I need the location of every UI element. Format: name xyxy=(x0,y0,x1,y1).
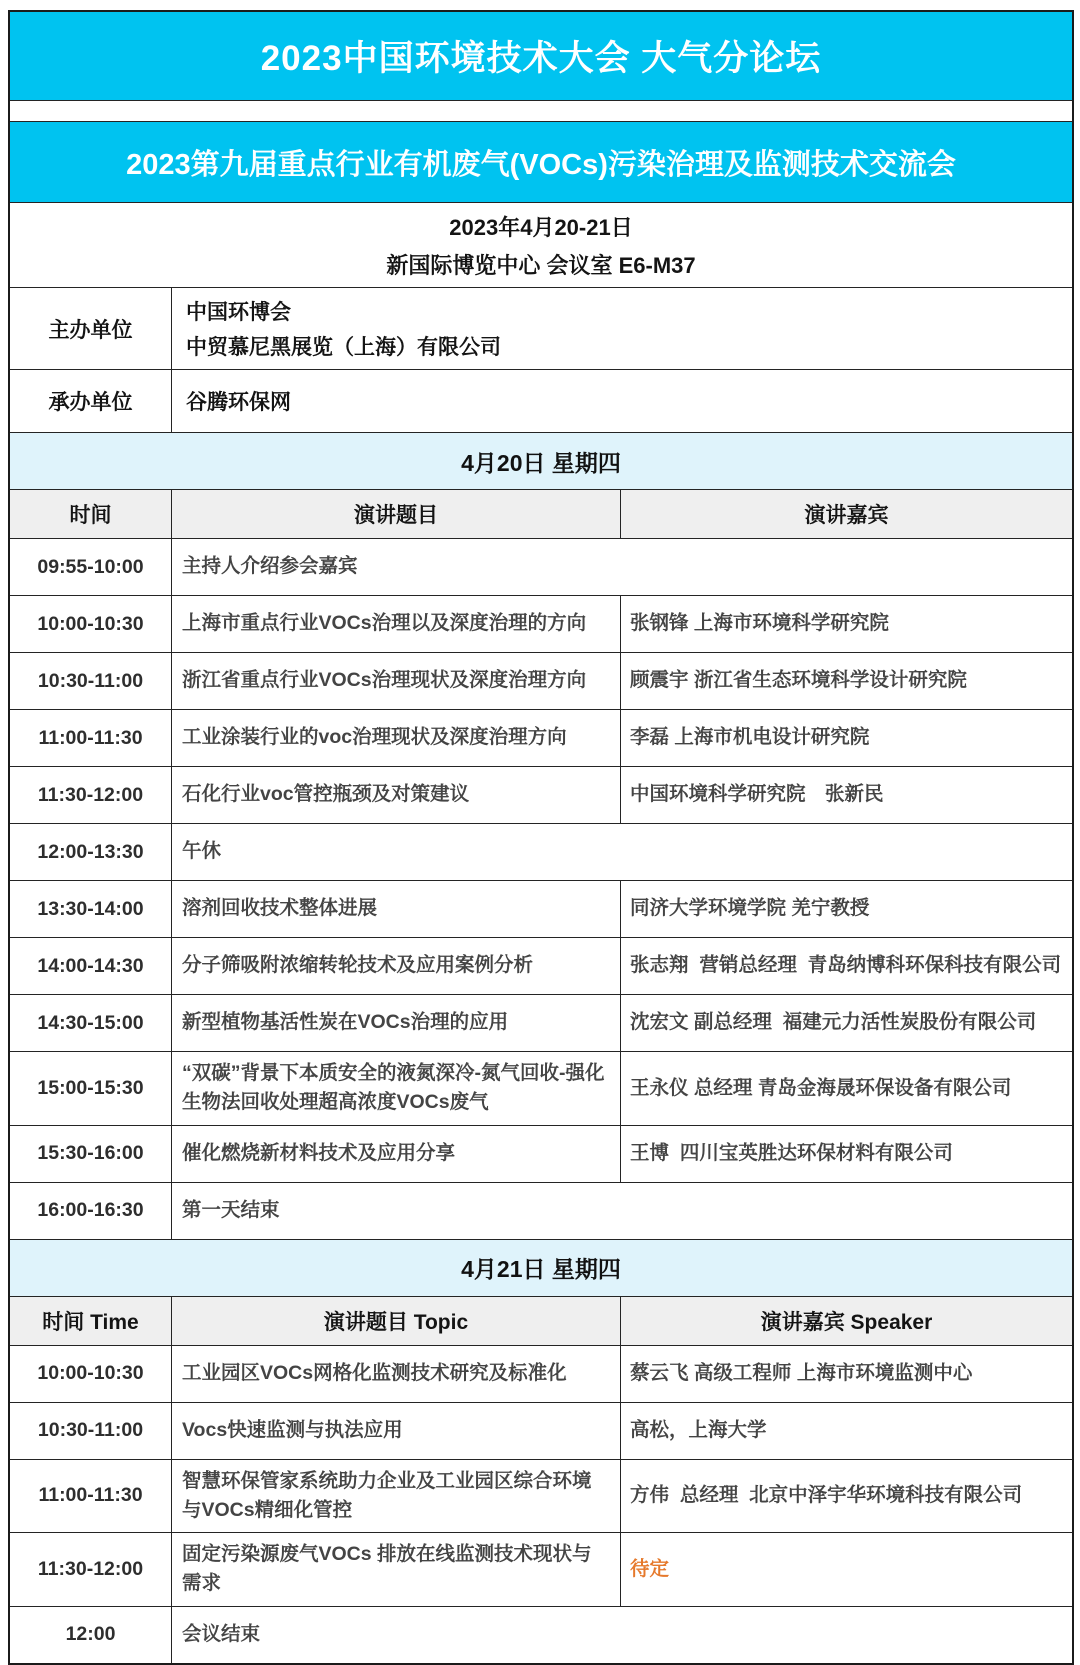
topic-cell: “双碳”背景下本质安全的液氮深冷-氮气回收-强化生物法回收处理超高浓度VOCs废气 xyxy=(172,1052,621,1125)
time-cell: 11:00-11:30 xyxy=(10,1460,172,1533)
organizer-value xyxy=(172,288,1072,369)
banner-spacer xyxy=(10,101,1072,122)
schedule-row xyxy=(10,767,1072,824)
day1-header-speaker: 演讲嘉宾 xyxy=(804,504,889,527)
organizer-line: 中国环博会 xyxy=(186,301,291,324)
schedule-row xyxy=(10,881,1072,938)
date-venue-block xyxy=(10,203,1072,288)
day1-header-time: 时间 xyxy=(10,490,172,538)
speaker-cell: 方伟 总经理 北京中泽宇华环境科技有限公司 xyxy=(630,1484,1023,1507)
topic-cell: 第一天结束 xyxy=(182,1198,280,1221)
day1-header-row xyxy=(10,490,1072,539)
topic-cell: 新型植物基活性炭在VOCs治理的应用 xyxy=(172,995,621,1051)
organizer-line: 中贸慕尼黑展览（上海）有限公司 xyxy=(186,336,501,359)
schedule-row xyxy=(10,1607,1072,1663)
speaker-cell: 王博 四川宝英胜达环保材料有限公司 xyxy=(630,1141,953,1164)
speaker-cell: 高松，上海大学 xyxy=(630,1418,767,1441)
time-cell: 11:30-12:00 xyxy=(10,1533,172,1606)
schedule-row xyxy=(10,824,1072,881)
day1-banner xyxy=(10,433,1072,490)
schedule-row xyxy=(10,1533,1072,1607)
time-cell: 15:00-15:30 xyxy=(10,1052,172,1125)
day1-header-topic: 演讲题目 xyxy=(172,490,621,538)
schedule-row xyxy=(10,1403,1072,1460)
speaker-cell: 蔡云飞 高级工程师 上海市环境监测中心 xyxy=(630,1361,973,1384)
topic-cell: 主持人介绍参会嘉宾 xyxy=(182,555,358,578)
topic-cell: 溶剂回收技术整体进展 xyxy=(172,881,621,937)
schedule-row xyxy=(10,1183,1072,1240)
schedule-row xyxy=(10,1052,1072,1126)
day2-banner-label: 4月21日 星期四 xyxy=(461,1256,621,1282)
organizer-label: 主办单位 xyxy=(10,288,172,369)
day2-header-row xyxy=(10,1297,1072,1346)
time-cell: 13:30-14:00 xyxy=(10,881,172,937)
topic-cell: 工业涂装行业的voc治理现状及深度治理方向 xyxy=(172,710,621,766)
schedule-row xyxy=(10,1346,1072,1403)
speaker-cell: 张钢锋 上海市环境科学研究院 xyxy=(630,612,889,635)
time-cell: 14:30-15:00 xyxy=(10,995,172,1051)
time-cell: 10:00-10:30 xyxy=(10,596,172,652)
schedule-row xyxy=(10,995,1072,1052)
speaker-cell: 同济大学环境学院 羌宁教授 xyxy=(630,897,870,920)
co-organizer-value xyxy=(172,370,1072,432)
topic-cell: 浙江省重点行业VOCs治理现状及深度治理方向 xyxy=(172,653,621,709)
sub-title-banner xyxy=(10,122,1072,203)
topic-cell: 催化燃烧新材料技术及应用分享 xyxy=(172,1126,621,1182)
schedule-row xyxy=(10,1126,1072,1183)
speaker-cell: 中国环境科学研究院 张新民 xyxy=(630,783,884,806)
time-cell: 10:00-10:30 xyxy=(10,1346,172,1402)
day2-banner xyxy=(10,1240,1072,1297)
day2-header-topic: 演讲题目 Topic xyxy=(172,1297,621,1345)
speaker-cell-pending: 待定 xyxy=(630,1557,670,1580)
time-cell: 15:30-16:00 xyxy=(10,1126,172,1182)
day2-header-time: 时间 Time xyxy=(10,1297,172,1345)
topic-cell: 分子筛吸附浓缩转轮技术及应用案例分析 xyxy=(172,938,621,994)
co-organizer-line: 谷腾环保网 xyxy=(186,391,291,414)
organizer-row xyxy=(10,288,1072,370)
topic-cell: 智慧环保管家系统助力企业及工业园区综合环境与VOCs精细化管控 xyxy=(172,1460,621,1533)
topic-cell: 工业园区VOCs网格化监测技术研究及标准化 xyxy=(172,1346,621,1402)
day2-header-speaker: 演讲嘉宾 Speaker xyxy=(760,1310,933,1334)
event-dates: 2023年4月20-21日 xyxy=(449,214,633,240)
time-cell: 16:00-16:30 xyxy=(10,1183,172,1239)
schedule-row xyxy=(10,653,1072,710)
co-organizer-row xyxy=(10,370,1072,433)
main-title-banner xyxy=(10,12,1072,101)
time-cell: 09:55-10:00 xyxy=(10,539,172,595)
topic-cell: 上海市重点行业VOCs治理以及深度治理的方向 xyxy=(172,596,621,652)
time-cell: 11:00-11:30 xyxy=(10,710,172,766)
topic-cell: Vocs快速监测与执法应用 xyxy=(172,1403,621,1459)
topic-cell: 固定污染源废气VOCs 排放在线监测技术现状与需求 xyxy=(172,1533,621,1606)
sub-title: 2023第九届重点行业有机废气(VOCs)污染治理及监测技术交流会 xyxy=(126,148,956,181)
speaker-cell: 王永仪 总经理 青岛金海晟环保设备有限公司 xyxy=(630,1076,1012,1099)
time-cell: 12:00 xyxy=(10,1607,172,1663)
schedule-row xyxy=(10,710,1072,767)
schedule-row xyxy=(10,1460,1072,1534)
time-cell: 10:30-11:00 xyxy=(10,1403,172,1459)
event-venue: 新国际博览中心 会议室 E6-M37 xyxy=(386,252,696,278)
schedule-row xyxy=(10,938,1072,995)
topic-cell: 石化行业voc管控瓶颈及对策建议 xyxy=(172,767,621,823)
time-cell: 10:30-11:00 xyxy=(10,653,172,709)
co-organizer-label: 承办单位 xyxy=(10,370,172,432)
time-cell: 14:00-14:30 xyxy=(10,938,172,994)
speaker-cell: 张志翔 营销总经理 青岛纳博科环保科技有限公司 xyxy=(630,954,1062,977)
time-cell: 11:30-12:00 xyxy=(10,767,172,823)
topic-cell: 会议结束 xyxy=(182,1622,261,1645)
topic-cell: 午休 xyxy=(182,840,222,863)
agenda-sheet xyxy=(8,10,1074,1665)
time-cell: 12:00-13:30 xyxy=(10,824,172,880)
speaker-cell: 李磊 上海市机电设计研究院 xyxy=(630,726,870,749)
main-title: 2023中国环境技术大会 大气分论坛 xyxy=(260,39,822,78)
schedule-row xyxy=(10,539,1072,596)
day1-banner-label: 4月20日 星期四 xyxy=(461,449,621,476)
speaker-cell: 顾震宇 浙江省生态环境科学设计研究院 xyxy=(630,669,967,692)
schedule-row xyxy=(10,596,1072,653)
speaker-cell: 沈宏文 副总经理 福建元力活性炭股份有限公司 xyxy=(630,1011,1037,1034)
